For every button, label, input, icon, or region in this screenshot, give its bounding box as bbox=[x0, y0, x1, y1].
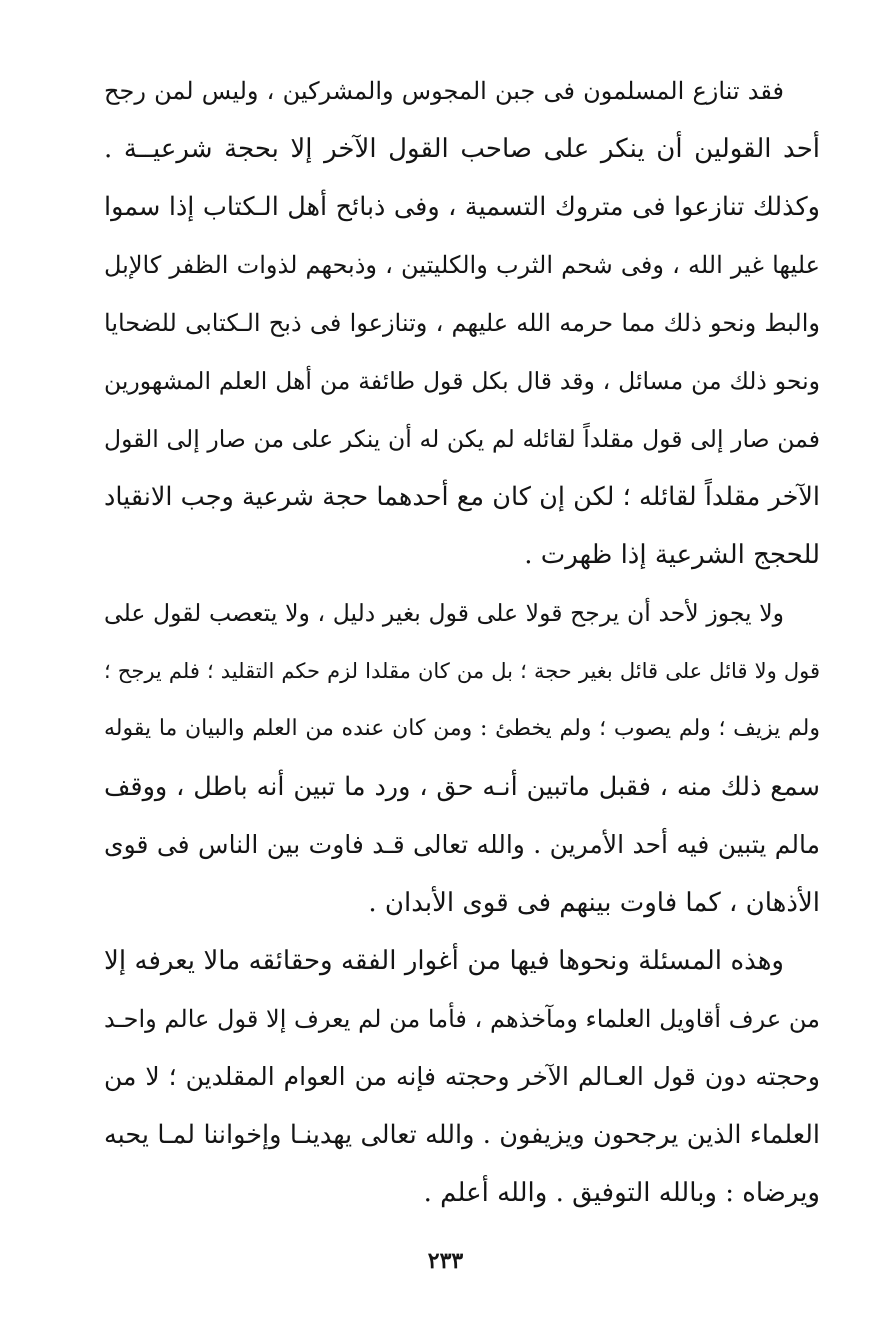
text-line: أحد القولين أن ينكر على صاحب القول الآخر إلا بحجة شرعيــة . bbox=[104, 134, 820, 164]
text-line: ولم يزيف ؛ ولم يصوب ؛ ولم يخطئ : ومن كان عنده من العلم والبيان ما يقوله bbox=[104, 716, 820, 741]
text-line: ونحو ذلك من مسائل ، وقد قال بكل قول طائفة من أهل العلم المشهورين bbox=[104, 367, 820, 395]
paragraph-1 bbox=[104, 62, 820, 584]
text-line: فقد تنازع المسلمون فى جبن المجوس والمشركين ، وليس لمن رجح bbox=[104, 77, 784, 105]
text-line: للحجج الشرعية إذا ظهرت . bbox=[524, 540, 820, 570]
text-line: عليها غير الله ، وفى شحم الثرب والكليتين ، وذبحهم لذوات الظفر كالإبل bbox=[104, 251, 820, 279]
text-line: وحجته دون قول العـالم الآخر وحجته فإنه من العوام المقلدين ؛ لا من bbox=[104, 1062, 820, 1091]
page-number: ٢٣٣ bbox=[427, 1248, 464, 1274]
text-line: الأذهان ، كما فاوت بينهم فى قوى الأبدان . bbox=[368, 888, 820, 918]
text-line: مالم يتبين فيه أحد الأمرين . والله تعالى قـد فاوت بين الناس فى قوى bbox=[104, 830, 820, 859]
text-line: من عرف أقاويل العلماء ومآخذهم ، فأما من لم يعرف إلا قول عالم واحـد bbox=[104, 1005, 820, 1033]
text-line: والبط ونحو ذلك مما حرمه الله عليهم ، وتنازعوا فى ذبح الـكتابى للضحايا bbox=[104, 309, 820, 337]
text-line: الآخر مقلداً لقائله ؛ لكن إن كان مع أحدهما حجة شرعية وجب الانقياد bbox=[104, 482, 820, 512]
text-line: العلماء الذين يرجحون ويزيفون . والله تعالى يهدينـا وإخواننا لمـا يحبه bbox=[104, 1120, 820, 1150]
text-line: سمع ذلك منه ، فقبل ماتبين أنـه حق ، ورد ما تبين أنه باطل ، ووقف bbox=[104, 772, 820, 802]
text-line: وكذلك تنازعوا فى متروك التسمية ، وفى ذبائح أهل الـكتاب إذا سموا bbox=[104, 192, 820, 222]
text-line: فمن صار إلى قول مقلداً لقائله لم يكن له أن ينكر على من صار إلى القول bbox=[104, 425, 820, 453]
text-line: وهذه المسئلة ونحوها فيها من أغوار الفقه وحقائقه مالا يعرفه إلا bbox=[104, 946, 784, 976]
text-line: قول ولا قائل على قائل بغير حجة ؛ بل من كان مقلدا لزم حكم التقليد ؛ فلم يرجح ؛ bbox=[104, 659, 820, 683]
text-line: ولا يجوز لأحد أن يرجح قولا على قول بغير دليل ، ولا يتعصب لقول على bbox=[104, 599, 784, 627]
page-body bbox=[104, 62, 820, 1222]
text-line: ويرضاه : وبالله التوفيق . والله أعلم . bbox=[423, 1178, 820, 1208]
paragraph-3 bbox=[104, 932, 820, 1222]
paragraph-2 bbox=[104, 584, 820, 932]
